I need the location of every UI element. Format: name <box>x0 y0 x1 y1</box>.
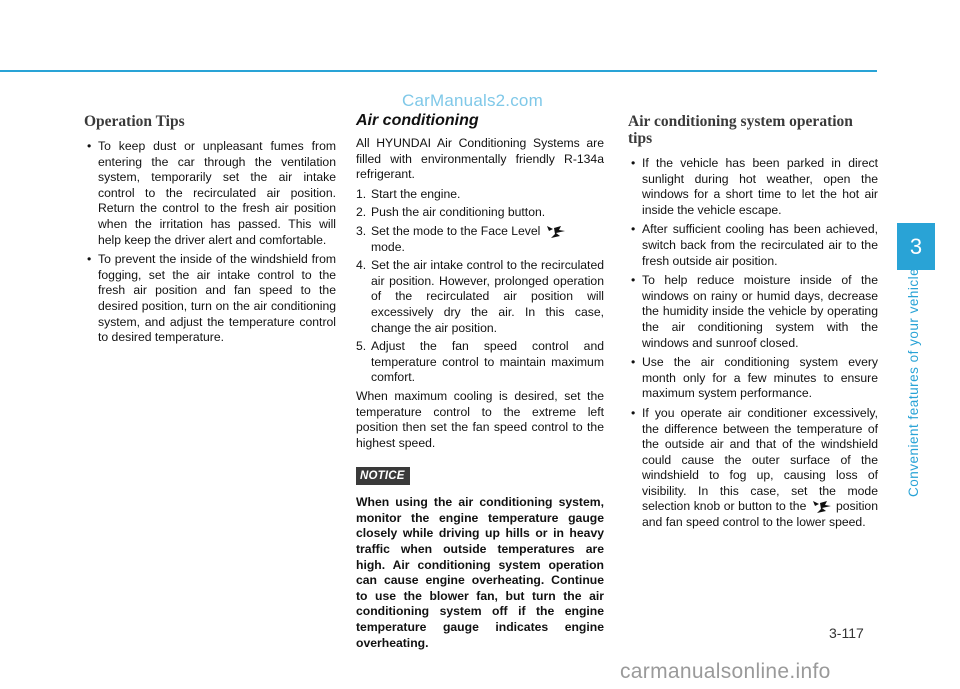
bullet-icon: • <box>87 252 92 267</box>
page-number: 3-117 <box>829 625 864 641</box>
face-level-mode-icon <box>544 225 566 239</box>
list-item: 3. Set the mode to the Face Level mode. <box>356 224 604 255</box>
steps-list <box>356 187 604 386</box>
bullet-icon: • <box>631 156 636 170</box>
bullet-icon: • <box>631 273 636 288</box>
column-ac-operation-tips <box>628 108 878 535</box>
list-item: • Use the air conditioning system every month only for a few minutes to ensure maximum system performance. <box>631 355 878 401</box>
bullet-icon: • <box>87 139 92 153</box>
list-item: • If the vehicle has been parked in direct sunlight during hot weather, open the windows for a short time to let the hot air inside the vehicle escape. <box>631 156 878 217</box>
column-air-conditioning <box>356 108 604 651</box>
ac-tips-list <box>628 156 878 531</box>
watermark-top[interactable]: CarManuals2.com <box>402 91 543 110</box>
chapter-tab: 3 <box>897 223 935 270</box>
bullet-icon: • <box>631 222 636 237</box>
max-cooling-paragraph: When maximum cooling is desired, set the temperature control to the extreme left position then set the fan speed control to the highest speed. <box>356 388 604 450</box>
section-title-air-conditioning: Air conditioning <box>356 112 479 129</box>
bullet-icon: • <box>631 405 636 420</box>
list-item: • To keep dust or unpleasant fumes from entering the car through the ventilation system, temporarily set the air intake control to the recirculated air position. Return the control to the fresh air position when the irritation has passed. This will help keep the driver alert and comfortable. <box>87 139 336 247</box>
notice-text: When using the air conditioning system, monitor the engine temperature gauge closely while driving up hills or in heavy traffic when outside temperatures are high. Air conditioning system operation can cause engine overheating. Continue to use the blower fan, but turn the air conditioning system off if the engine temperature gauge indicates engine overheating. <box>356 495 604 650</box>
list-item: 2. Push the air conditioning button. <box>356 205 546 220</box>
mode-fan-icon <box>810 500 832 514</box>
section-title-operation-tips: Operation Tips <box>84 113 185 130</box>
watermark-bottom[interactable]: carmanualsonline.info <box>620 660 831 683</box>
list-item: • To help reduce moisture inside of the windows on rainy or humid days, decrease the humidity inside the vehicle by operating the air conditioning system with the windows and sunroof closed. <box>631 273 878 350</box>
list-item: • To prevent the inside of the windshield from fogging, set the air intake control to the fresh air position and fan speed to the desired position, turn on the air conditioning system, and adjust the temperature control to desired temperature. <box>87 252 336 345</box>
chapter-label: Convenient features of your vehicle <box>906 267 921 497</box>
list-item: • After sufficient cooling has been achieved, switch back from the recirculated air to the fresh outside air position. <box>631 222 878 268</box>
list-item: 5. Adjust the fan speed control and temperature control to maintain maximum comfort. <box>356 339 604 385</box>
list-item: • If you operate air conditioner excessively, the difference between the temperature of the outside air and that of the windshield could cause the outer surface of the windshield to fog up, causing loss of visibility. In this case, set the mode selection knob or button to the position and fan speed control to the lower speed. <box>631 405 878 530</box>
operation-tips-list <box>84 139 336 346</box>
intro-paragraph: All HYUNDAI Air Conditioning Systems are filled with environmentally friendly R-134a refrigerant. <box>356 136 604 182</box>
notice-badge: NOTICE <box>356 467 410 485</box>
list-item: 4. Set the air intake control to the recirculated air position. However, prolonged operation of the recirculated air position will excessively dry the air. In this case, change the air position. <box>356 258 604 335</box>
column-operation-tips <box>84 108 336 350</box>
section-title-ac-operation-tips: Air conditioning system operation tips <box>628 113 853 147</box>
bullet-icon: • <box>631 355 636 370</box>
list-item: 1. Start the engine. <box>356 186 461 201</box>
header-rule <box>0 70 877 72</box>
